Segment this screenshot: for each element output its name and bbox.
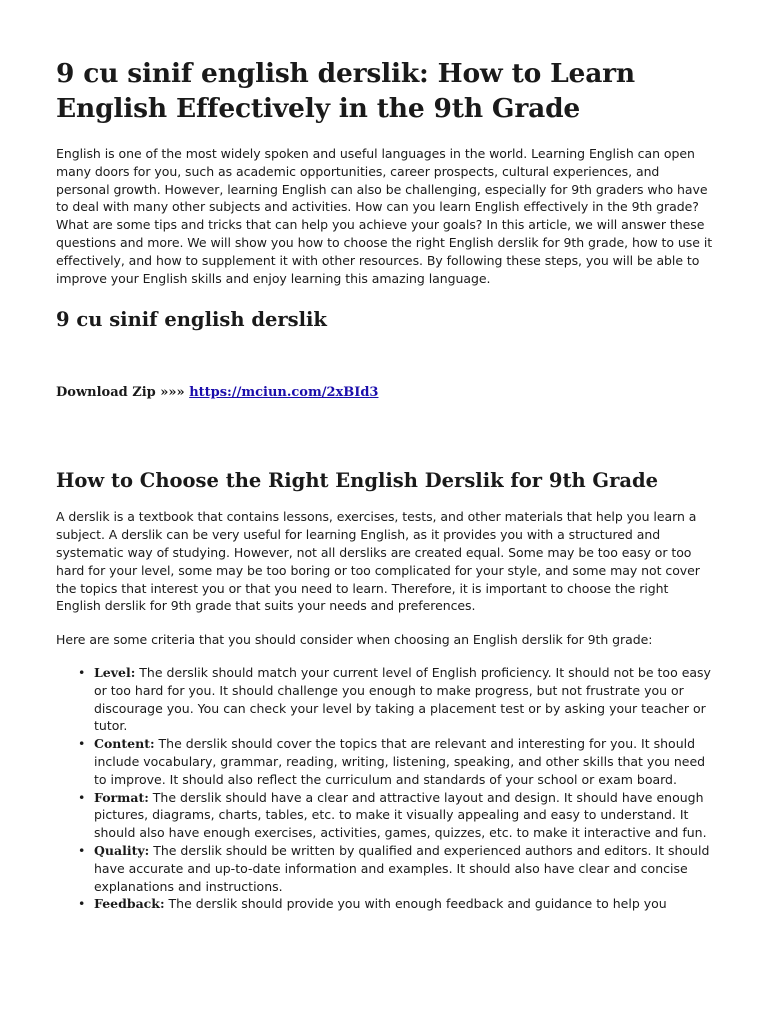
criteria-term: Content:: [94, 736, 155, 752]
download-label: Download Zip »»»: [56, 385, 185, 401]
bullet-icon: •: [78, 664, 86, 680]
page-title: 9 cu sinif english derslik: How to Learn English Effectively in the 9th Grade: [56, 58, 635, 124]
article: [56, 56, 716, 913]
criteria-text: The derslik should cover the topics that are relevant and interesting for you. It should include vocabulary, grammar, reading, writing, listening, speaking, and other skills that you need to improve. It should also reflect the curriculum and standards of your school or exam board.: [94, 736, 706, 787]
criteria-term: Level:: [94, 664, 136, 680]
criteria-text: The derslik should provide you with enough feedback and guidance to help you: [164, 896, 667, 912]
list-item: [78, 895, 716, 913]
criteria-list: [56, 664, 716, 913]
list-item: [78, 664, 716, 735]
criteria-text: The derslik should be written by qualified and experienced authors and editors. It should have accurate and up-to-date information and examples. It should also have clear and concise explanations and instructions.: [94, 842, 710, 894]
section-heading: How to Choose the Right English Derslik for 9th Grade: [56, 469, 659, 493]
bullet-icon: •: [78, 842, 86, 858]
criteria-intro: Here are some criteria that you should consider when choosing an English derslik for 9th grade:: [56, 632, 653, 648]
bullet-icon: •: [78, 896, 86, 912]
list-item: [78, 842, 716, 895]
choose-paragraph: A derslik is a textbook that contains lessons, exercises, tests, and other materials that help you learn a subject. A derslik can be very useful for learning English, as it provides you with a structured and systematic way of studying. However, not all dersliks are created equal. Some may be too easy or too hard for your level, some may be too boring or too complicated for your style, and some may not cover the topics that interest you or that you need to learn. Therefore, it is important to choose the right English derslik for 9th grade that suits your needs and preferences.: [56, 509, 700, 614]
subheading: 9 cu sinif english derslik: [56, 308, 327, 332]
criteria-text: The derslik should match your current level of English proficiency. It should not be too easy or too hard for you. It should challenge you enough to make progress, but not frustrate you or discourage you. You can check your level by taking a placement test or by asking your teacher or tutor.: [94, 664, 711, 734]
criteria-term: Quality:: [94, 842, 150, 858]
bullet-icon: •: [78, 736, 86, 752]
list-item: [78, 735, 716, 788]
download-line: [56, 384, 716, 402]
bullet-icon: •: [78, 789, 86, 805]
intro-paragraph: English is one of the most widely spoken and useful languages in the world. Learning English can open many doors for you, such as academic opportunities, career prospects, cultural experiences, and personal growth. However, learning English can also be challenging, especially for 9th graders who have to deal with many other subjects and activities. How can you learn English effectively in the 9th grade? What are some tips and tricks that can help you achieve your goals? In this article, we will answer these questions and more. We will show you how to choose the right English derslik for 9th grade, how to use it effectively, and how to supplement it with other resources. By following these steps, you will be able to improve your English skills and enjoy learning this amazing language.: [56, 146, 713, 286]
list-item: [78, 789, 716, 842]
download-link[interactable]: https://mciun.com/2xBId3: [189, 385, 379, 401]
criteria-term: Format:: [94, 789, 149, 805]
criteria-text: The derslik should have a clear and attractive layout and design. It should have enough pictures, diagrams, charts, tables, etc. to make it visually appealing and easy to understand. It should also have enough exercises, activities, games, quizzes, etc. to make it interactive and fun.: [94, 789, 707, 841]
criteria-term: Feedback:: [94, 896, 165, 912]
